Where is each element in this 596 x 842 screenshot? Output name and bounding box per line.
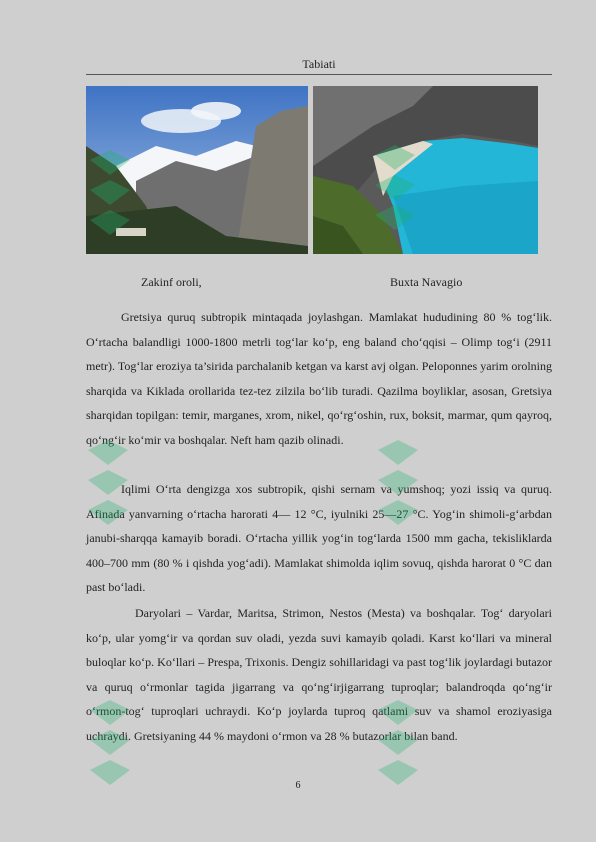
navagio-bay-photo xyxy=(313,86,538,254)
mountain-gorge-photo xyxy=(86,86,308,254)
image-caption-right: Buxta Navagio xyxy=(390,275,463,289)
paragraph-rivers: Daryolari – Vardar, Maritsa, Strimon, Nestos (Mesta) va boshqalar. Tog‘ daryolari ko‘p, ular yomg‘ir va qordan suv oladi, yezda suvi kamayib qoladi. Karst ko‘llari va mineral buloqlar ko‘p. Ko‘llari – Prespa, Trixonis. Dengiz sohillaridagi va past tog‘lik joylardagi butazor va quruq o‘rmonlar tagida jigarrang va qo‘ng‘irjigarrang tuproqlar; balandroqda qo‘ng‘ir o‘rmon-tog‘ tuproqlari uchraydi. Ko‘p joylarda tuproq qatlami suv va shamol eroziyasiga uchraydi. Gretsiyaning 44 % maydoni o‘rmon va 28 % butazorlar bilan band. xyxy=(86,606,552,743)
image-caption-left: Zakinf oroli, xyxy=(141,275,202,289)
page-header: Tabiati xyxy=(302,57,336,71)
paragraph-relief: Gretsiya quruq subtropik mintaqada joylashgan. Mamlakat hududining 80 % tog‘lik. O‘rtacha balandligi 1000-1800 metrli tog‘lar ko‘p, eng baland cho‘qqisi – Olimp tog‘i (2911 metr). Tog‘lar eroziya ta’sirida parchalanib ketgan va karst avj olgan. Peloponnes yarim orolning sharqida va Kiklada orollarida tez-tez zilzila bo‘lib turadi. Qazilma boyliklar, asosan, Gretsiya sharqidan topilgan: temir, marganes, xrom, nikel, qo‘rg‘oshin, rux, boksit, marmar, qum qayroq, qo‘ng‘ir ko‘mir va boshqalar. Neft ham qazib olinadi. xyxy=(86,310,552,447)
page-number: 6 xyxy=(295,780,301,791)
header-divider xyxy=(86,74,552,75)
paragraph-climate: Iqlimi O‘rta dengizga xos subtropik, qishi sernam va yumshoq; yozi issiq va quruq. Afinada yanvarning o‘rtacha harorati 4— 12 °C, iyulniki 25—27 °C. Yog‘in shimoli-g‘arbdan janubi-sharqqa kamayib boradi. O‘rtacha yillik yog‘in tog‘larda 1500 mm gacha, tekisliklarda 400–700 mm (80 % i qishda yog‘adi). Mamlakat shimolda iqlim sovuq, qishda harorat 0 °C dan past bo‘ladi. xyxy=(86,482,552,595)
